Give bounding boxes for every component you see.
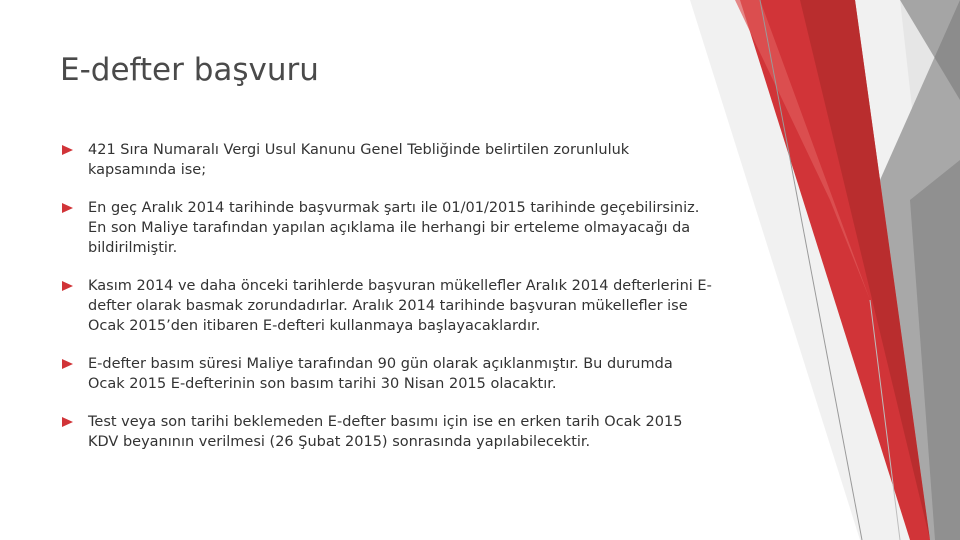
bullet-text: Kasım 2014 ve daha önceki tarihlerde başvuran mükellefler Aralık 2014 defterlerini E-defter olarak basmak zorundadırlar. Aralık 2014 tarihinde başvuran mükellefler ise Ocak 2015’den itibaren E-defteri kullanmaya başlayacaklardır. xyxy=(88,278,712,334)
triangle-right-icon xyxy=(62,281,73,291)
bullet-text: 421 Sıra Numaralı Vergi Usul Kanunu Genel Tebliğinde belirtilen zorunluluk kapsamında ise; xyxy=(88,142,630,178)
bullet-item xyxy=(62,140,712,180)
triangle-right-icon xyxy=(62,145,73,155)
bullet-text: Test veya son tarihi beklemeden E-defter basımı için ise en erken tarih Ocak 2015 KDV beyanının verilmesi (26 Şubat 2015) sonrasında yapılabilecektir. xyxy=(88,414,683,450)
bullet-text: E-defter basım süresi Maliye tarafından 90 gün olarak açıklanmıştır. Bu durumda Ocak 2015 E-defterinin son basım tarihi 30 Nisan 2015 olacaktır. xyxy=(88,356,673,392)
bullet-text: En geç Aralık 2014 tarihinde başvurmak şartı ile 01/01/2015 tarihinde geçebilirsiniz. En son Maliye tarafından yapılan açıklama ile herhangi bir erteleme olmayacağı da bildirilmiştir. xyxy=(88,200,700,256)
bullet-item xyxy=(62,412,712,452)
bullet-item xyxy=(62,276,712,336)
bullet-list xyxy=(62,140,712,470)
bullet-item xyxy=(62,198,712,258)
triangle-right-icon xyxy=(62,203,73,213)
triangle-right-icon xyxy=(62,359,73,369)
triangle-right-icon xyxy=(62,417,73,427)
bullet-item xyxy=(62,354,712,394)
slide-title: E-defter başvuru xyxy=(60,52,319,88)
